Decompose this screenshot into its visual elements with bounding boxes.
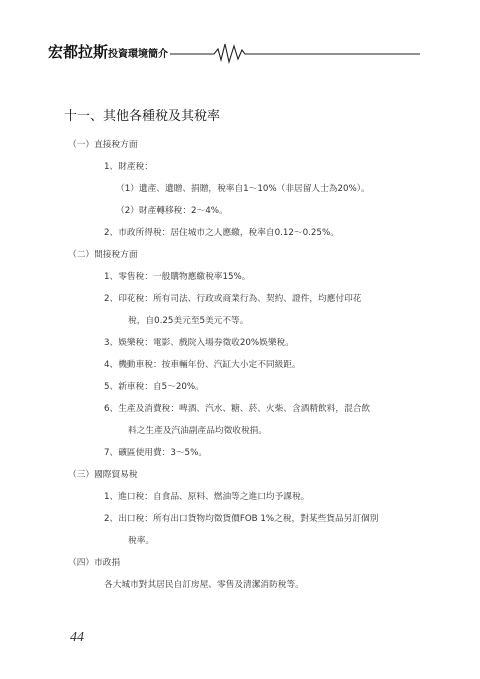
paragraph: 各大城市對其居民自訂房屋、零售及清潔消防稅等。 (104, 580, 304, 590)
list-item: 1、進口稅：自食品、原料、燃油等之進口均予課稅。 (104, 492, 310, 502)
list-item: 5、新車稅：自5～20%。 (104, 382, 204, 392)
subsection-heading: （三）國際貿易稅 (68, 470, 138, 480)
header-title-sub: 投資環境簡介 (108, 49, 169, 60)
running-header (48, 36, 432, 66)
list-item: 2、印花稅：所有司法、行政或商業行為、契約、證件，均應付印花 (104, 294, 362, 304)
page-number: 44 (70, 630, 84, 645)
list-item: 6、生產及消費稅：啤酒、汽水、糖、菸、火柴、含酒精飲料，混合飲 (104, 404, 371, 414)
list-item-continuation: 料之生產及汽油副產品均徵收稅捐。 (128, 426, 267, 436)
subsection-heading: （四）市政捐 (68, 558, 121, 568)
section-title: 十一、其他各種稅及其稅率 (64, 109, 221, 124)
list-item-continuation: 稅率。 (128, 536, 155, 546)
list-item: 1、財產稅： (104, 162, 153, 172)
list-item: 2、出口稅：所有出口貨物均徵貨價FOB 1%之稅，對某些貨品另訂個別 (104, 514, 379, 524)
list-item: （1）遺產、遺贈、捐贈，稅率自1～10%（非居留人士為20%）。 (116, 184, 370, 194)
list-item: 2、市政所得稅：居住城市之人應繳，稅率自0.12～0.25%。 (104, 228, 339, 238)
list-item: （2）財產轉移稅：2～4%。 (116, 206, 228, 216)
list-item: 3、娛樂稅：電影、戲院入場券徵收20%娛樂稅。 (104, 338, 294, 348)
list-item-continuation: 稅，自0.25美元至5美元不等。 (128, 316, 249, 326)
header-title-main: 宏都拉斯 (48, 43, 109, 61)
header-title (48, 41, 168, 62)
list-item: 4、機動車稅：按車輛年份、汽缸大小定不同級距。 (104, 360, 301, 370)
list-item: 7、礦區使用費：3～5%。 (104, 448, 208, 458)
list-item: 1、零售稅：一般購物應繳稅率15%。 (104, 272, 251, 282)
subsection-heading: （一）直接稅方面 (68, 140, 138, 150)
subsection-heading: （二）間接稅方面 (68, 250, 138, 260)
